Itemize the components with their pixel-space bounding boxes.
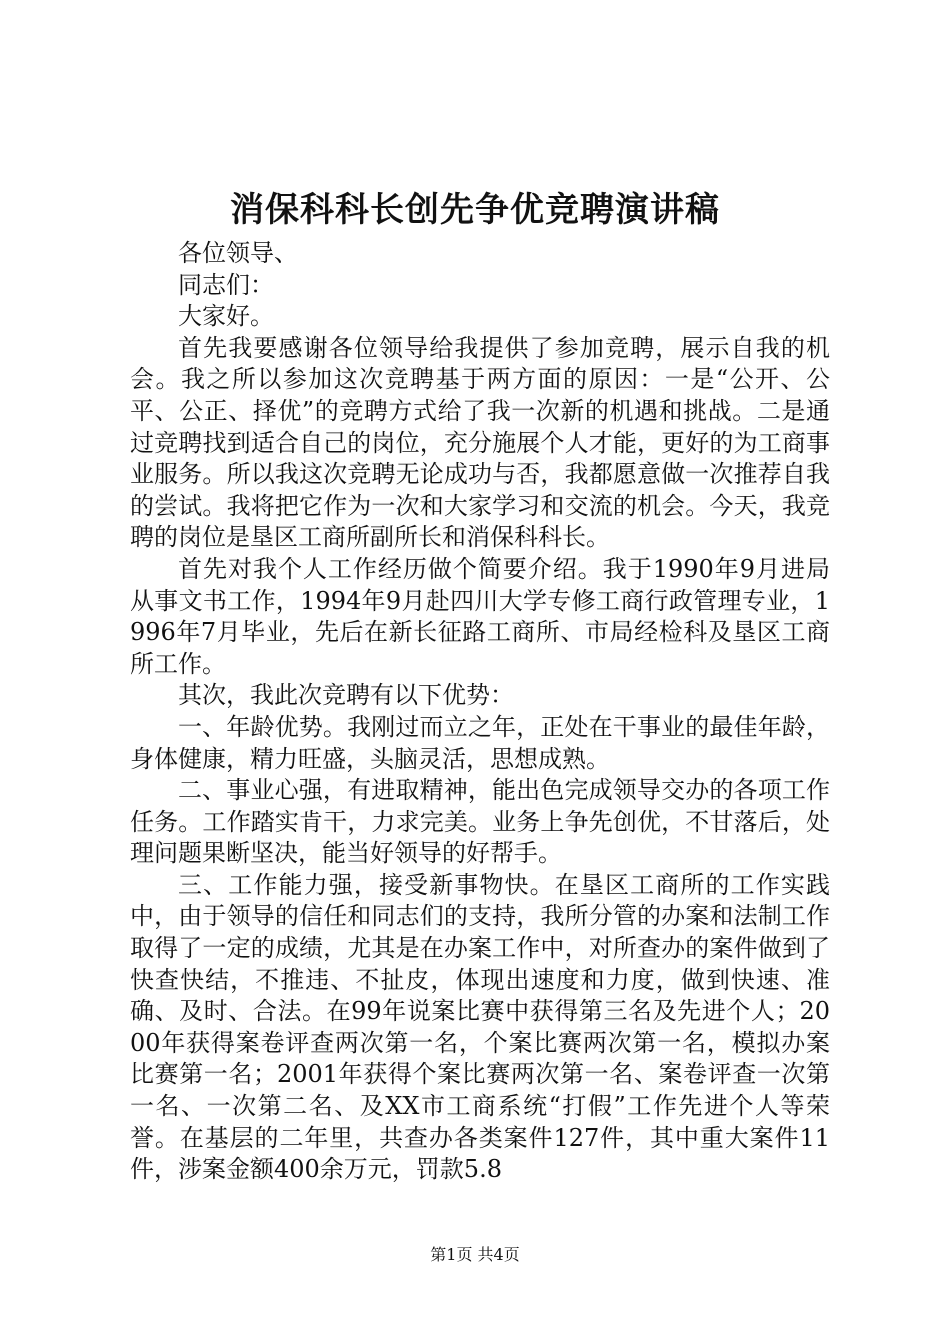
- paragraph-advantage-ability: 三、工作能力强，接受新事物快。在垦区工商所的工作实践中，由于领导的信任和同志们的支持，我所分管的办案和法制工作取得了一定的成绩，尤其是在办案工作中，对所查办的案件做到了快查快结，不推违、不扯皮，体现出速度和力度，做到快速、准确、及时、合法。在99年说案比赛中获得第三名及先进个人；2000年获得案卷评查两次第一名，个案比赛两次第一名，模拟办案比赛第一名；2001年获得个案比赛两次第一名、案卷评查一次第一名、一次第二名、及XX市工商系统“打假”工作先进个人等荣誉。在基层的二年里，共查办各类案件127件，其中重大案件11件，涉案金额400余万元，罚款5.8: [130, 870, 830, 1184]
- document-body: [130, 238, 830, 1186]
- paragraph-advantage-age: 一、年龄优势。我刚过而立之年，正处在干事业的最佳年龄，身体健康，精力旺盛，头脑灵活，思想成熟。: [130, 712, 830, 773]
- paragraph-advantage-dedication: 二、事业心强，有进取精神，能出色完成领导交办的各项工作任务。工作踏实肯干，力求完美。业务上争先创优，不甘落后，处理问题果断坚决，能当好领导的好帮手。: [130, 776, 830, 868]
- paragraph-advantages-heading: 其次，我此次竞聘有以下优势：: [178, 681, 514, 710]
- salutation-comrades: 同志们：: [178, 270, 274, 299]
- page-number-footer: 第1页 共4页: [430, 1245, 520, 1264]
- salutation-leaders: 各位领导、: [178, 239, 298, 267]
- document-title: 消保科科长创先争优竞聘演讲稿: [230, 190, 720, 230]
- paragraph-work-history: 首先对我个人工作经历做个简要介绍。我于1990年9月进局从事文书工作，1994年9月赴四川大学专修工商行政管理专业，1996年7月毕业，先后在新长征路工商所、市局经检科及垦区工商所工作。: [130, 554, 830, 678]
- paragraph-intro: 首先我要感谢各位领导给我提供了参加竞聘，展示自我的机会。我之所以参加这次竞聘基于两方面的原因：一是“公开、公平、公正、择优”的竞聘方式给了我一次新的机遇和挑战。二是通过竞聘找到适合自己的岗位，充分施展个人才能，更好的为工商事业服务。所以我这次竞聘无论成功与否，我都愿意做一次推荐自我的尝试。我将把它作为一次和大家学习和交流的机会。今天，我竞聘的岗位是垦区工商所副所长和消保科科长。: [130, 333, 830, 552]
- greeting: 大家好。: [178, 302, 274, 331]
